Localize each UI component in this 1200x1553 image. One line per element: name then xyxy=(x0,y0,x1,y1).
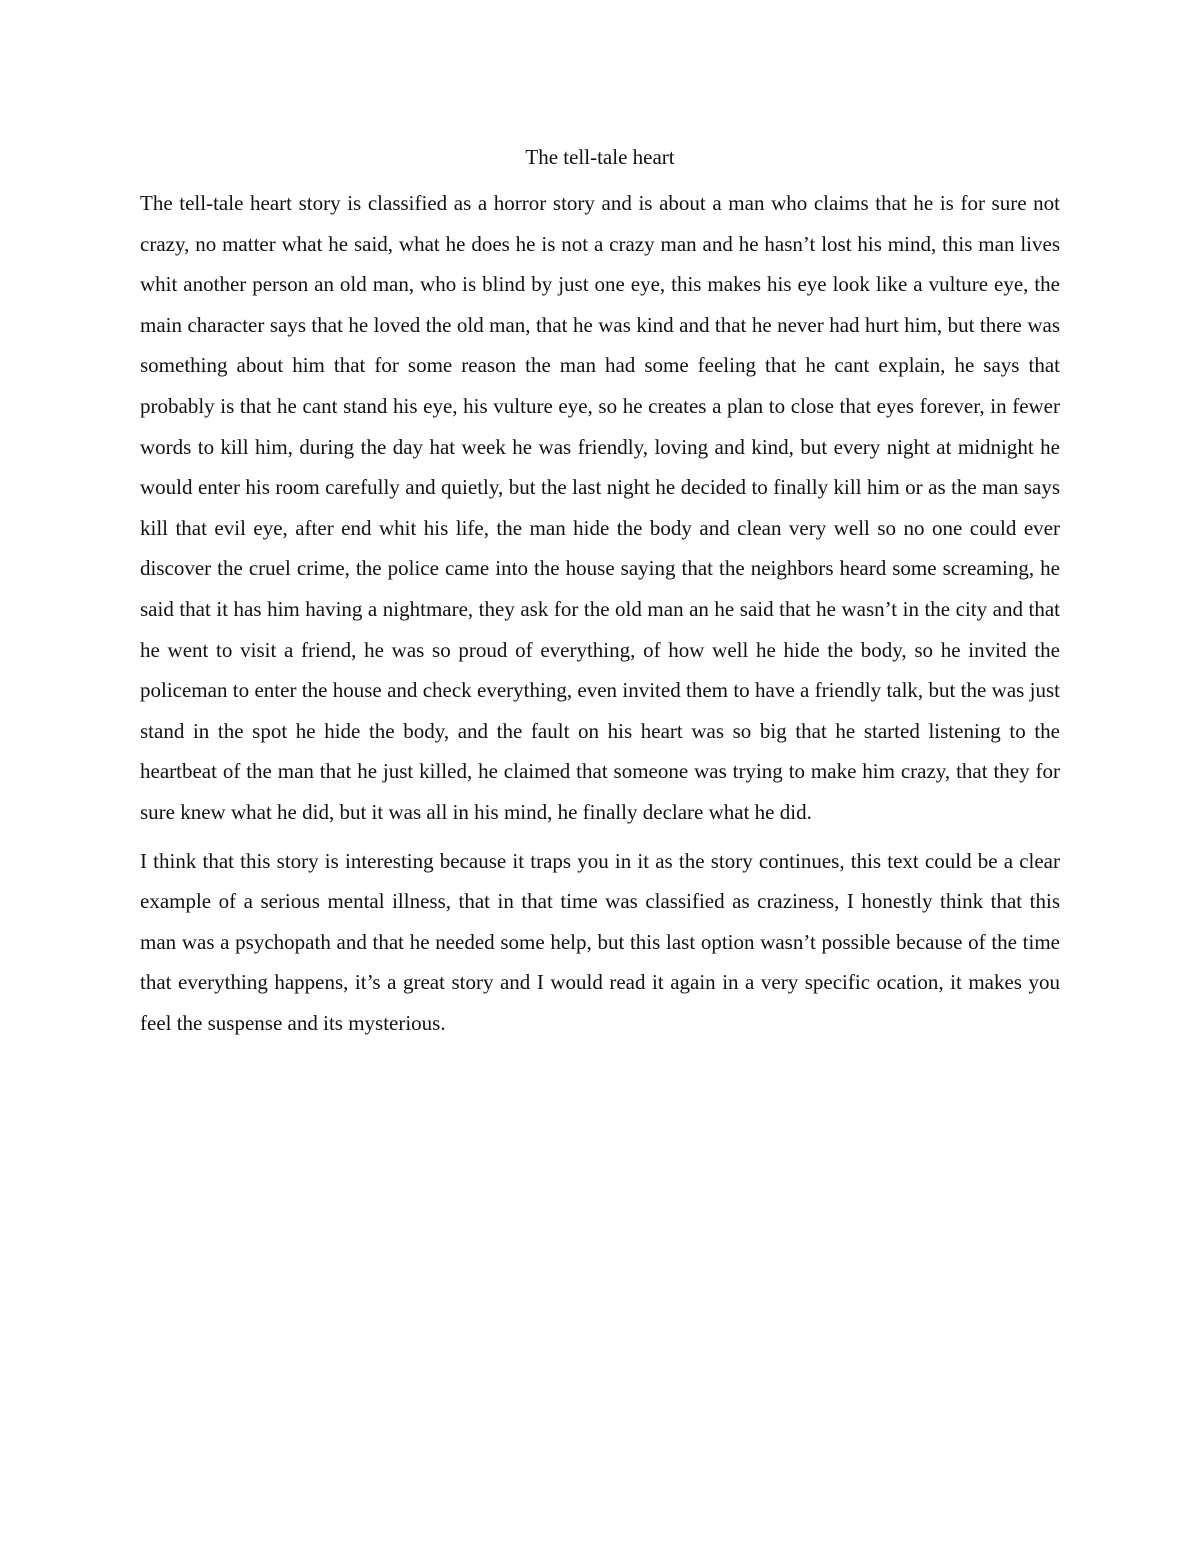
paragraph-opinion: I think that this story is interesting because it traps you in it as the story continues, this text could be a clear example of a serious mental illness, that in that time was classified as craziness, I honestly think that this man was a psychopath and that he needed some help, but this last option wasn’t possible because of the time that everything happens, it’s a great story and I would read it again in a very specific ocation, it makes you feel the suspense and its mysterious. xyxy=(140,848,1060,1035)
document-body xyxy=(140,140,1060,1051)
paragraph-summary: The tell-tale heart story is classified as a horror story and is about a man who claims that he is for sure not crazy, no matter what he said, what he does he is not a crazy man and he hasn’t lost his mind, this man lives whit another person an old man, who is blind by just one eye, this makes his eye look like a vulture eye, the main character says that he loved the old man, that he was kind and that he never had hurt him, but there was something about him that for some reason the man had some feeling that he cant explain, he says that probably is that he cant stand his eye, his vulture eye, so he creates a plan to close that eyes forever, in fewer words to kill him, during the day hat week he was friendly, loving and kind, but every night at midnight he would enter his room carefully and quietly, but the last night he decided to finally kill him or as the man says kill that evil eye, after end whit his life, the man hide the body and clean very well so no one could ever discover the cruel crime, the police came into the house saying that the neighbors heard some screaming, he said that it has him having a nightmare, they ask for the old man an he said that he wasn’t in the city and that he went to visit a friend, he was so proud of everything, of how well he hide the body, so he invited the policeman to enter the house and check everything, even invited them to have a friendly talk, but the was just stand in the spot he hide the body, and the fault on his heart was so big that he started listening to the heartbeat of the man that he just killed, he claimed that someone was trying to make him crazy, that they for sure knew what he did, but it was all in his mind, he finally declare what he did. xyxy=(140,191,1060,824)
document-title: The tell-tale heart xyxy=(525,145,675,169)
